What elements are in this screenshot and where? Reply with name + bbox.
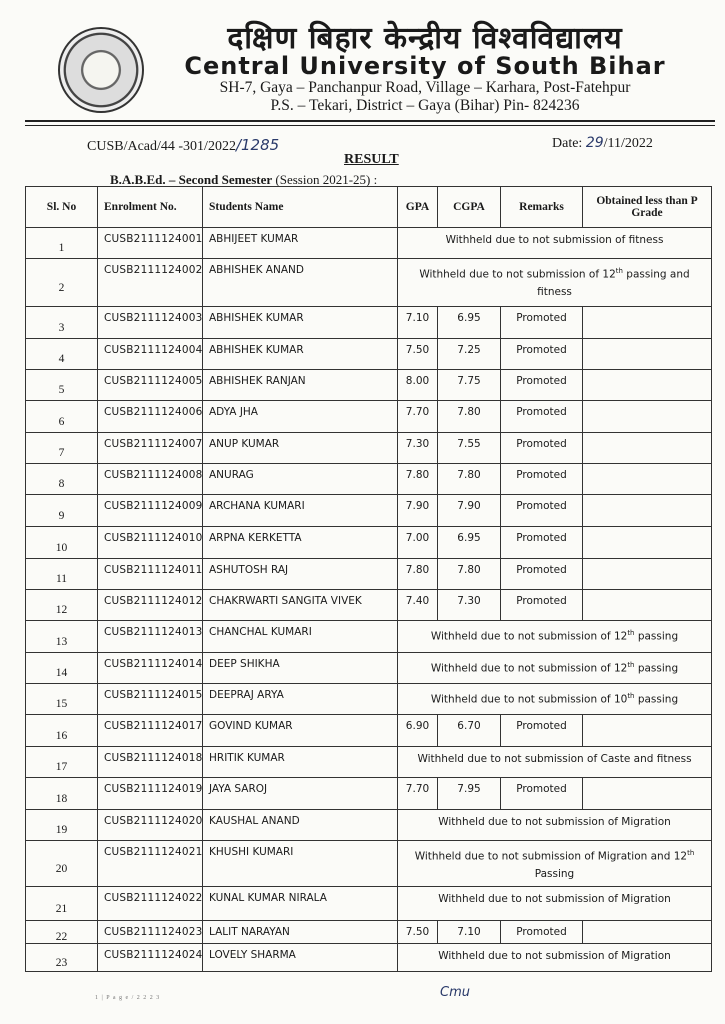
row-cgpa: 7.55: [438, 433, 501, 464]
row-sl-number: 5: [26, 370, 98, 401]
row-sl-number: 23: [26, 944, 98, 972]
table-row: [26, 887, 712, 921]
row-student-name: DEEP SHIKHA: [203, 653, 398, 684]
table-row: [26, 527, 712, 559]
row-gpa: 8.00: [398, 370, 438, 401]
row-withheld-note: Withheld due to not submission of Migration: [398, 887, 712, 921]
row-student-name: ADYA JHA: [203, 401, 398, 433]
table-row: [26, 433, 712, 464]
row-obtained-less-than-p: [583, 370, 712, 401]
row-student-name: ABHISHEK ANAND: [203, 259, 398, 307]
row-enrolment-number: CUSB2111124017: [98, 715, 203, 747]
row-obtained-less-than-p: [583, 339, 712, 370]
row-enrolment-number: CUSB2111124018: [98, 747, 203, 778]
row-cgpa: 7.75: [438, 370, 501, 401]
row-student-name: CHAKRWARTI SANGITA VIVEK: [203, 590, 398, 621]
row-enrolment-number: CUSB2111124021: [98, 841, 203, 887]
row-enrolment-number: CUSB2111124009: [98, 495, 203, 527]
row-remarks: Promoted: [501, 527, 583, 559]
row-student-name: KHUSHI KUMARI: [203, 841, 398, 887]
row-cgpa: 7.30: [438, 590, 501, 621]
row-gpa: 7.90: [398, 495, 438, 527]
row-student-name: DEEPRAJ ARYA: [203, 684, 398, 715]
table-row: [26, 747, 712, 778]
row-student-name: HRITIK KUMAR: [203, 747, 398, 778]
row-sl-number: 2: [26, 259, 98, 307]
university-name-english: Central University of South Bihar: [184, 52, 666, 80]
header-student-name: Students Name: [203, 187, 398, 228]
address-line-1: SH-7, Gaya – Panchanpur Road, Village – Karhara, Post-Fatehpur: [219, 79, 631, 96]
row-gpa: 7.30: [398, 433, 438, 464]
row-enrolment-number: CUSB2111124012: [98, 590, 203, 621]
row-enrolment-number: CUSB2111124024: [98, 944, 203, 972]
row-sl-number: 12: [26, 590, 98, 621]
row-enrolment-number: CUSB2111124015: [98, 684, 203, 715]
row-gpa: 7.80: [398, 464, 438, 495]
row-sl-number: 21: [26, 887, 98, 921]
course-name: B.A.B.Ed. – Second Semester: [110, 172, 273, 187]
row-remarks: Promoted: [501, 401, 583, 433]
university-name-hindi: दक्षिण बिहार केन्द्रीय विश्वविद्यालय: [227, 21, 623, 56]
row-gpa: 7.50: [398, 921, 438, 944]
address-line-2: P.S. – Tekari, District – Gaya (Bihar) Pin- 824236: [270, 97, 580, 114]
table-row: [26, 621, 712, 653]
table-row: [26, 259, 712, 307]
header-enrolment: Enrolment No.: [98, 187, 203, 228]
row-student-name: ABHISHEK KUMAR: [203, 339, 398, 370]
row-cgpa: 7.25: [438, 339, 501, 370]
row-withheld-note: Withheld due to not submission of Migration: [398, 944, 712, 972]
row-obtained-less-than-p: [583, 527, 712, 559]
row-gpa: 7.70: [398, 401, 438, 433]
row-enrolment-number: CUSB2111124019: [98, 778, 203, 810]
row-withheld-note: Withheld due to not submission of 12th passing: [398, 621, 712, 653]
row-gpa: 7.40: [398, 590, 438, 621]
date-label: Date:: [552, 136, 583, 151]
row-student-name: ABHISHEK KUMAR: [203, 307, 398, 339]
row-obtained-less-than-p: [583, 559, 712, 590]
row-student-name: ABHIJEET KUMAR: [203, 228, 398, 259]
row-sl-number: 11: [26, 559, 98, 590]
row-enrolment-number: CUSB2111124014: [98, 653, 203, 684]
row-withheld-note: Withheld due to not submission of fitness: [398, 228, 712, 259]
page-marker: 1 | P a g e / 2 2 2 3: [95, 995, 161, 1001]
row-student-name: GOVIND KUMAR: [203, 715, 398, 747]
row-cgpa: 6.95: [438, 307, 501, 339]
row-sl-number: 6: [26, 401, 98, 433]
table-row: [26, 921, 712, 944]
row-obtained-less-than-p: [583, 401, 712, 433]
row-remarks: Promoted: [501, 778, 583, 810]
row-remarks: Promoted: [501, 339, 583, 370]
row-sl-number: 20: [26, 841, 98, 887]
row-student-name: KUNAL KUMAR NIRALA: [203, 887, 398, 921]
row-withheld-note: Withheld due to not submission of 12th passing and fitness: [398, 259, 712, 307]
row-student-name: KAUSHAL ANAND: [203, 810, 398, 841]
row-sl-number: 9: [26, 495, 98, 527]
row-gpa: 6.90: [398, 715, 438, 747]
row-cgpa: 7.80: [438, 464, 501, 495]
row-student-name: ASHUTOSH RAJ: [203, 559, 398, 590]
result-title: RESULT: [344, 152, 399, 167]
reference-printed: CUSB/Acad/44 -301/2022: [87, 139, 236, 154]
row-enrolment-number: CUSB2111124011: [98, 559, 203, 590]
row-sl-number: 13: [26, 621, 98, 653]
table-row: [26, 464, 712, 495]
row-enrolment-number: CUSB2111124008: [98, 464, 203, 495]
header-cgpa: CGPA: [438, 187, 501, 228]
row-enrolment-number: CUSB2111124010: [98, 527, 203, 559]
row-sl-number: 7: [26, 433, 98, 464]
row-enrolment-number: CUSB2111124003: [98, 307, 203, 339]
row-gpa: 7.70: [398, 778, 438, 810]
signature: Cmu: [440, 985, 470, 1000]
row-enrolment-number: CUSB2111124013: [98, 621, 203, 653]
row-remarks: Promoted: [501, 464, 583, 495]
result-table: [25, 186, 712, 972]
header-rule-thick: [25, 120, 715, 122]
row-sl-number: 4: [26, 339, 98, 370]
row-sl-number: 14: [26, 653, 98, 684]
table-row: [26, 559, 712, 590]
course-session: (Session 2021-25) :: [275, 172, 378, 187]
table-row: [26, 841, 712, 887]
row-sl-number: 15: [26, 684, 98, 715]
reference-handwritten: /1285: [235, 136, 280, 154]
header-gpa: GPA: [398, 187, 438, 228]
row-remarks: Promoted: [501, 590, 583, 621]
row-gpa: 7.00: [398, 527, 438, 559]
date-handwritten-day: 29: [585, 135, 604, 151]
row-enrolment-number: CUSB2111124002: [98, 259, 203, 307]
row-student-name: ANUP KUMAR: [203, 433, 398, 464]
table-row: [26, 653, 712, 684]
row-cgpa: 7.90: [438, 495, 501, 527]
row-withheld-note: Withheld due to not submission of Migration and 12th Passing: [398, 841, 712, 887]
row-sl-number: 8: [26, 464, 98, 495]
header-rule-thin: [25, 125, 715, 126]
row-obtained-less-than-p: [583, 921, 712, 944]
row-cgpa: 6.95: [438, 527, 501, 559]
table-row: [26, 715, 712, 747]
table-row: [26, 370, 712, 401]
row-withheld-note: Withheld due to not submission of Migration: [398, 810, 712, 841]
row-obtained-less-than-p: [583, 307, 712, 339]
row-obtained-less-than-p: [583, 778, 712, 810]
row-sl-number: 1: [26, 228, 98, 259]
row-student-name: LOVELY SHARMA: [203, 944, 398, 972]
row-sl-number: 19: [26, 810, 98, 841]
row-student-name: CHANCHAL KUMARI: [203, 621, 398, 653]
row-enrolment-number: CUSB2111124001: [98, 228, 203, 259]
row-remarks: Promoted: [501, 433, 583, 464]
row-sl-number: 10: [26, 527, 98, 559]
row-enrolment-number: CUSB2111124006: [98, 401, 203, 433]
issue-date: [552, 135, 653, 152]
table-row: [26, 401, 712, 433]
row-remarks: Promoted: [501, 307, 583, 339]
row-remarks: Promoted: [501, 715, 583, 747]
row-cgpa: 7.10: [438, 921, 501, 944]
row-gpa: 7.50: [398, 339, 438, 370]
row-withheld-note: Withheld due to not submission of 10th passing: [398, 684, 712, 715]
table-row: [26, 228, 712, 259]
row-student-name: ARCHANA KUMARI: [203, 495, 398, 527]
row-obtained-less-than-p: [583, 590, 712, 621]
table-row: [26, 944, 712, 972]
row-sl-number: 18: [26, 778, 98, 810]
row-enrolment-number: CUSB2111124022: [98, 887, 203, 921]
table-row: [26, 810, 712, 841]
reference-number: [87, 136, 279, 155]
row-student-name: ANURAG: [203, 464, 398, 495]
row-obtained-less-than-p: [583, 715, 712, 747]
row-gpa: 7.80: [398, 559, 438, 590]
header-obtained-less-than-p: Obtained less than P Grade: [583, 187, 712, 228]
row-withheld-note: Withheld due to not submission of 12th passing: [398, 653, 712, 684]
row-obtained-less-than-p: [583, 464, 712, 495]
row-obtained-less-than-p: [583, 495, 712, 527]
row-gpa: 7.10: [398, 307, 438, 339]
row-sl-number: 22: [26, 921, 98, 944]
row-sl-number: 16: [26, 715, 98, 747]
table-row: [26, 684, 712, 715]
header-remarks: Remarks: [501, 187, 583, 228]
row-sl-number: 3: [26, 307, 98, 339]
row-withheld-note: Withheld due to not submission of Caste and fitness: [398, 747, 712, 778]
table-row: [26, 339, 712, 370]
row-obtained-less-than-p: [583, 433, 712, 464]
row-sl-number: 17: [26, 747, 98, 778]
university-logo: [58, 27, 144, 113]
table-row: [26, 307, 712, 339]
row-remarks: Promoted: [501, 495, 583, 527]
row-enrolment-number: CUSB2111124020: [98, 810, 203, 841]
row-remarks: Promoted: [501, 370, 583, 401]
row-enrolment-number: CUSB2111124005: [98, 370, 203, 401]
table-row: [26, 778, 712, 810]
row-cgpa: 7.80: [438, 401, 501, 433]
table-header-row: [26, 187, 712, 228]
row-enrolment-number: CUSB2111124023: [98, 921, 203, 944]
row-student-name: LALIT NARAYAN: [203, 921, 398, 944]
date-printed: /11/2022: [603, 136, 653, 151]
row-student-name: JAYA SAROJ: [203, 778, 398, 810]
row-remarks: Promoted: [501, 559, 583, 590]
row-remarks: Promoted: [501, 921, 583, 944]
row-cgpa: 6.70: [438, 715, 501, 747]
row-student-name: ABHISHEK RANJAN: [203, 370, 398, 401]
row-cgpa: 7.95: [438, 778, 501, 810]
header-sl: Sl. No: [26, 187, 98, 228]
row-enrolment-number: CUSB2111124007: [98, 433, 203, 464]
row-cgpa: 7.80: [438, 559, 501, 590]
row-enrolment-number: CUSB2111124004: [98, 339, 203, 370]
row-student-name: ARPNA KERKETTA: [203, 527, 398, 559]
table-row: [26, 590, 712, 621]
table-row: [26, 495, 712, 527]
